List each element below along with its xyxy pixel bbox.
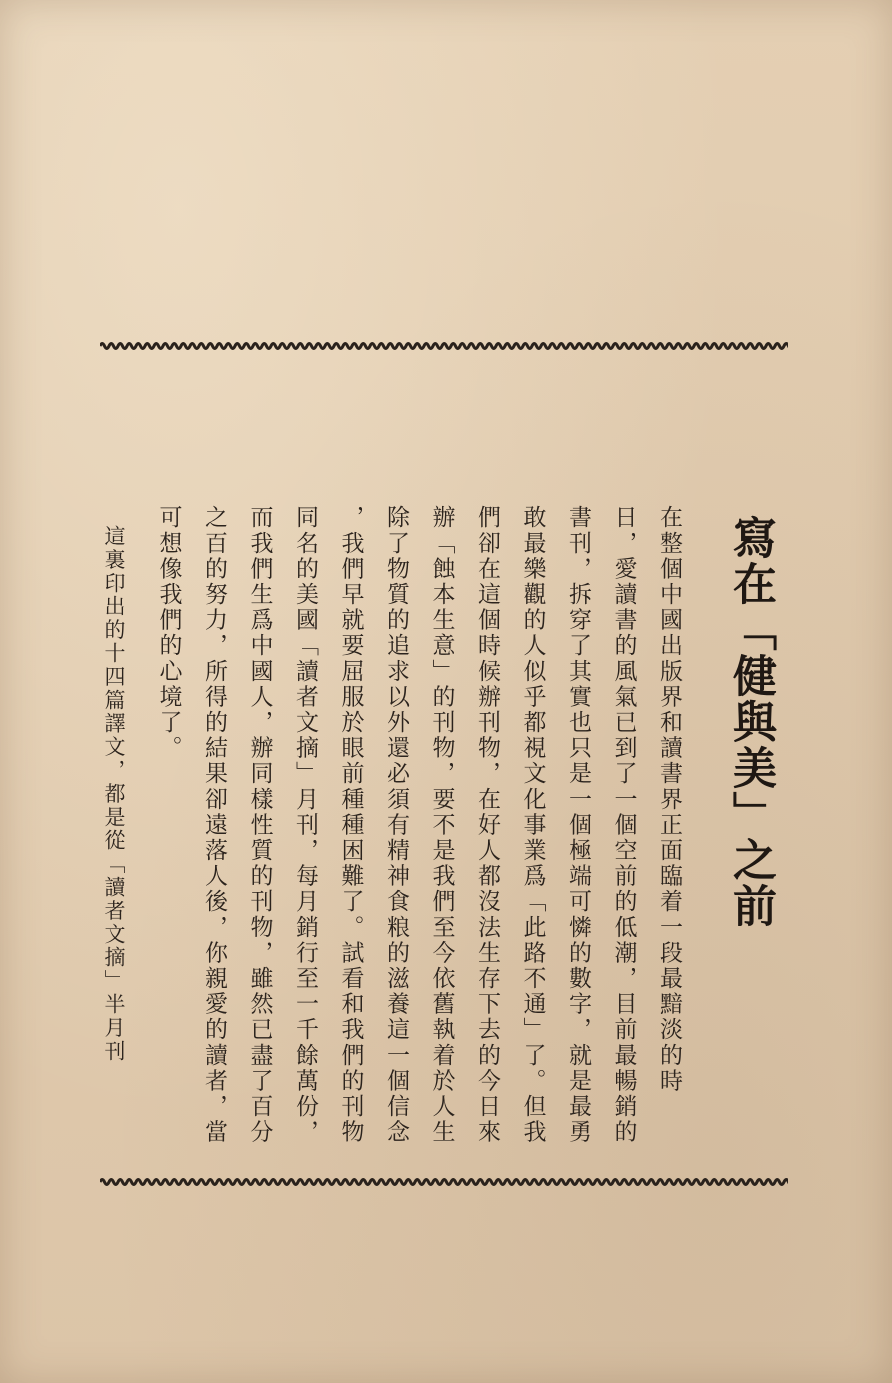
body-line: 除了物質的追求以外還必須有精神食粮的滋養這一個信念 [383,505,409,1145]
top-wavy-rule [100,339,788,353]
vertical-text-block [102,505,776,1145]
document-title: 寫在「健與美」之前 [725,515,776,929]
body-line: 之百的努力，所得的結果卻遠落人後，你親愛的讀者，當 [201,505,227,1145]
body-line: ，我們早就要屈服於眼前種種困難了。試看和我們的刊物 [337,505,364,1145]
body-line: 在整個中國出版界和讀書界正面臨着一段最黯淡的時 [656,505,682,1094]
body-line: 同名的美國「讀者文摘」月刊，每月銷行至一千餘萬份， [292,505,318,1145]
body-line: 可想像我們的心境了。 [155,505,182,761]
footnote-line: 這裏印出的十四篇譯文，都是從「讀者文摘」半月刊 [102,525,126,1064]
body-line: 辦「蝕本生意」的刊物，要不是我們至今依舊執着於人生 [428,505,455,1145]
body-line: 日，愛讀書的風氣已到了一個空前的低潮，目前最暢銷的 [610,505,637,1145]
body-line: 書刊，拆穿了其實也只是一個極端可憐的數字，就是最勇 [565,505,591,1145]
body-line: 敢最樂觀的人似乎都視文化事業爲「此路不通」了。但我 [519,505,546,1145]
body-line: 們卻在這個時候辦刊物，在好人都沒法生存下去的今日來 [474,505,500,1145]
body-line: 而我們生爲中國人，辦同樣性質的刊物，雖然已盡了百分 [246,505,273,1145]
bottom-wavy-rule [100,1175,788,1189]
